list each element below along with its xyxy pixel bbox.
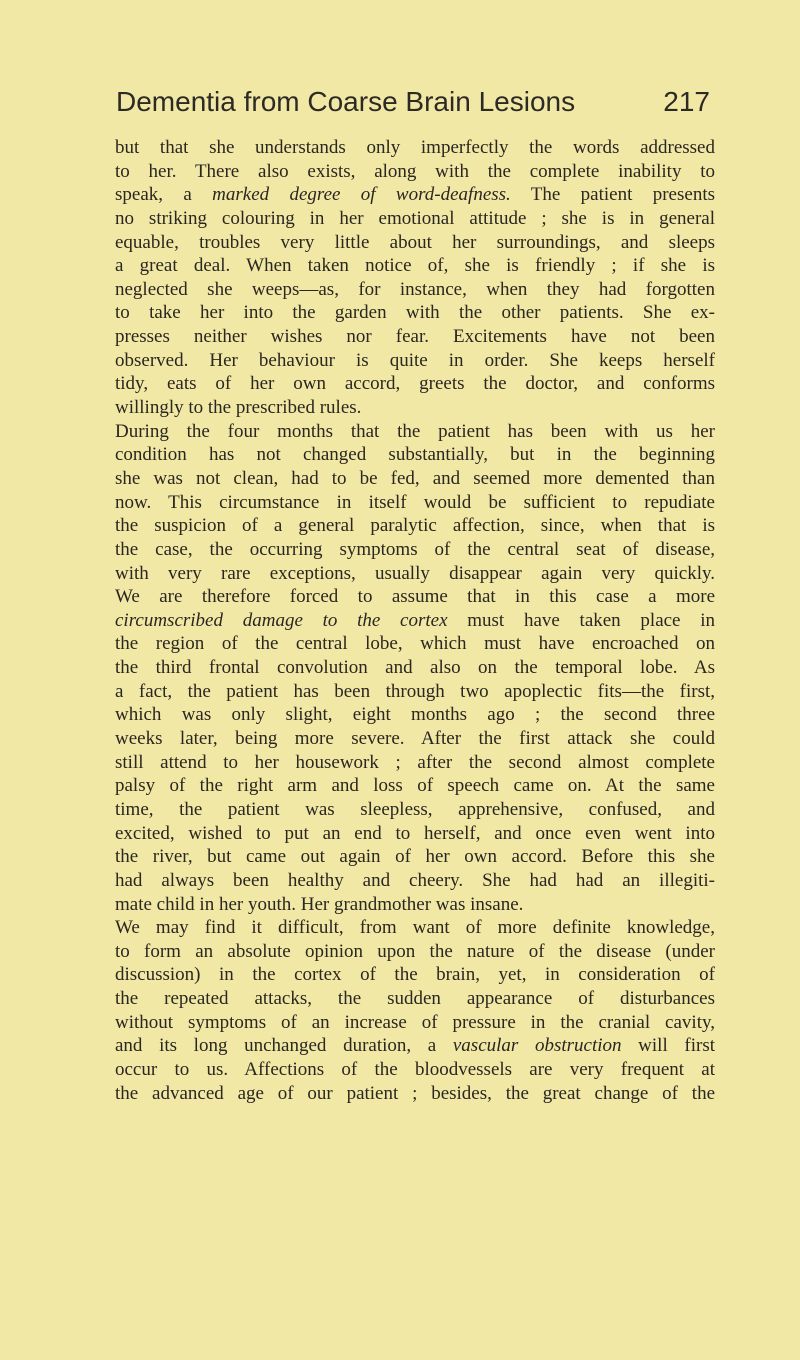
text-line: willingly to the prescribed rules.: [115, 397, 362, 419]
text-line: condition has not changed substantially, but in the beginning: [115, 444, 715, 466]
text-line: observed. Her behaviour is quite in order. She keeps herself: [115, 349, 715, 371]
running-header: [116, 86, 710, 126]
text-line: discussion) in the cortex of the brain, yet, in consideration of: [115, 964, 715, 986]
text-line: the case, the occurring symptoms of the central seat of disease,: [115, 538, 715, 560]
text-line: which was only slight, eight months ago ; the second three: [115, 704, 715, 726]
text-line: the region of the central lobe, which must have encroached on: [115, 633, 715, 655]
text-line: the advanced age of our patient ; besides, the great change of the: [115, 1082, 715, 1104]
text-line: to form an absolute opinion upon the nature of the disease (under: [115, 940, 715, 962]
text-line: mate child in her youth. Her grandmother was insane.: [115, 893, 524, 915]
text-line: to take her into the garden with the other patients. She ex-: [115, 302, 715, 324]
text-line: time, the patient was sleepless, apprehensive, confused, and: [115, 798, 715, 820]
text-line: tidy, eats of her own accord, greets the doctor, and conforms: [115, 373, 715, 395]
text-line: without symptoms of an increase of pressure in the cranial cavity,: [115, 1011, 715, 1033]
text-line: had always been healthy and cheery. She had had an illegiti-: [115, 869, 715, 891]
text-line: a fact, the patient has been through two apoplectic fits—the first,: [115, 680, 715, 702]
text-line: now. This circumstance in itself would be sufficient to repudiate: [115, 491, 715, 513]
italic-run: vascular obstruction: [452, 1035, 622, 1057]
text-line: still attend to her housework ; after the second almost complete: [115, 751, 715, 773]
text-run: must have taken place in: [447, 609, 715, 631]
italic-run: circumscribed damage to the cortex: [115, 609, 448, 631]
text-line: but that she understands only imperfectly the words addressed: [115, 137, 715, 158]
body-text: [115, 136, 715, 1105]
text-line: with very rare exceptions, usually disappear again very quickly.: [115, 562, 715, 584]
text-line: a great deal. When taken notice of, she is friendly ; if she is: [115, 255, 715, 277]
text-line: palsy of the right arm and loss of speech came on. At the same: [115, 775, 715, 797]
text-run: The patient presents: [510, 184, 715, 206]
text-line: she was not clean, had to be fed, and seemed more demented than: [115, 467, 715, 489]
text-line: no striking colouring in her emotional attitude ; she is in general: [115, 207, 715, 229]
text-line: neglected she weeps—as, for instance, when they had forgotten: [115, 278, 715, 300]
text-line: to her. There also exists, along with the complete inability to: [115, 160, 715, 182]
text-line: the river, but came out again of her own accord. Before this she: [115, 846, 715, 868]
text-line: [115, 183, 715, 207]
text-line: presses neither wishes nor fear. Excitements have not been: [115, 326, 715, 348]
text-line: [115, 1034, 715, 1058]
text-line: During the four months that the patient has been with us her: [115, 420, 715, 442]
text-line: equable, troubles very little about her surroundings, and sleeps: [115, 231, 715, 253]
text-line: [115, 609, 715, 633]
text-line: occur to us. Affections of the bloodvessels are very frequent at: [115, 1058, 715, 1080]
text-line: the suspicion of a general paralytic affection, since, when that is: [115, 515, 715, 537]
italic-run: marked degree of word-deafness.: [212, 184, 511, 206]
text-run: and its long unchanged duration, a: [115, 1035, 453, 1057]
text-line: We are therefore forced to assume that in this case a more: [115, 586, 715, 608]
text-line: the third frontal convolution and also on the temporal lobe. As: [115, 657, 715, 679]
text-line: the repeated attacks, the sudden appearance of disturbances: [115, 988, 715, 1010]
text-run: speak, a: [115, 184, 213, 206]
page-number: 217: [663, 86, 710, 117]
running-title: Dementia from Coarse Brain Lesions: [116, 86, 576, 117]
text-line: weeks later, being more severe. After the first attack she could: [115, 728, 715, 750]
text-line: We may find it difficult, from want of more definite knowledge,: [115, 917, 715, 939]
text-line: excited, wished to put an end to herself, and once even went into: [115, 822, 715, 844]
text-run: will first: [621, 1035, 715, 1057]
